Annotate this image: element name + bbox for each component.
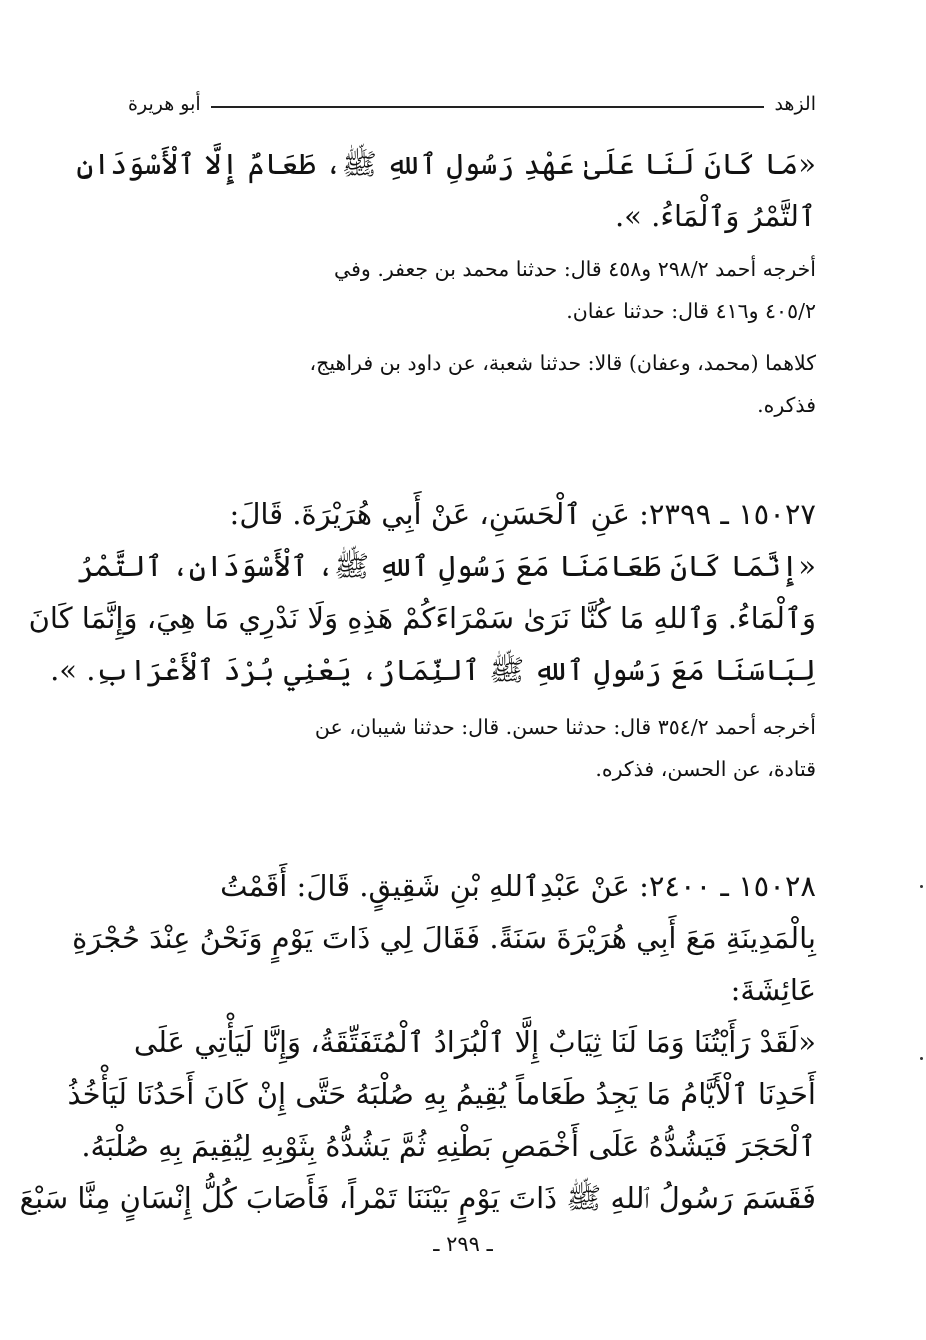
hadith-15028 xyxy=(19,860,816,1224)
margin-dot xyxy=(920,885,923,888)
text-line: أخرجه أحمد ٢٩٨/٢ و٤٥٨ قال: حدثنا محمد بن جعفر. وفي xyxy=(334,257,816,281)
text-line: أخرجه أحمد ٣٥٤/٢ قال: حدثنا حسن. قال: حدثنا شيبان، عن xyxy=(314,715,816,739)
hadith-15027 xyxy=(28,488,816,696)
margin-dot xyxy=(920,1057,923,1060)
takhrij-15027 xyxy=(126,706,816,790)
text-line: «مَا كَانَ لَنَا عَلَىٰ عَهْدِ رَسُولِ ٱللهِ ﷺ، طَعَامٌ إِلَّا ٱلْأَسْوَدَانِ xyxy=(76,147,816,181)
text-line: قتادة، عن الحسن، فذكره. xyxy=(595,757,816,781)
text-line: بِالْمَدِينَةِ مَعَ أَبِي هُرَيْرَةَ سَنَةً. فَقَالَ لِي ذَاتَ يَوْمٍ وَنَحْنُ عِنْدَ حُجْرَةِ xyxy=(72,921,816,955)
text-line: لِبَاسَنَا مَعَ رَسُولِ ٱللهِ ﷺ ٱلنِّمَارُ، يَعْنِي بُرْدَ ٱلْأَعْرَابِ. ». xyxy=(50,653,816,687)
text-line: عَائِشَةَ: xyxy=(730,973,816,1007)
text-line: «لَقَدْ رَأَيْتُنَا وَمَا لَنَا ثِيَابٌ إِلَّا ٱلْبُرَادُ ٱلْمُتَفَتِّقَةُ، وَإِنَّا لَيَأْتِي عَلَى xyxy=(133,1025,816,1059)
running-header xyxy=(128,86,816,122)
text-line: ٱلْحَجَرَ فَيَشُدُّهُ عَلَى أَخْمَصِ بَطْنِهِ ثُمَّ يَشُدُّهُ بِثَوْبِهِ لِيُقِيمَ بِهِ صُلْبَهُ. xyxy=(81,1129,816,1163)
text-line: ١٥٠٢٧ ـ ٢٣٩٩: عَنِ ٱلْحَسَنِ، عَنْ أَبِي هُرَيْرَةَ. قَالَ: xyxy=(229,497,816,531)
narrator-title: أبو هريرة xyxy=(128,93,201,115)
takhrij-1 xyxy=(126,248,816,332)
text-line: كلاهما (محمد، وعفان) قالا: حدثنا شعبة، عن داود بن فراهيج، xyxy=(309,351,816,375)
text-line: أَحَدِنَا ٱلْأَيَّامُ مَا يَجِدُ طَعَاماً يُقِيمُ بِهِ صُلْبَهُ حَتَّى إِنْ كَانَ أَحَدُنَا لَيَأْخُذُ xyxy=(67,1077,816,1111)
takhrij-2 xyxy=(126,342,816,426)
text-line: «إِنَّمَا كَانَ طَعَامَنَا مَعَ رَسُولِ ٱللهِ ﷺ، ٱلْأَسْوَدَانِ، ٱلتَّمْرُ xyxy=(77,549,816,583)
page-number: ـ ٢٩٩ ـ xyxy=(433,1232,493,1256)
header-rule xyxy=(211,106,765,108)
hadith-text-1 xyxy=(76,138,816,242)
chapter-title: الزهد xyxy=(774,93,816,115)
text-line: فَقَسَمَ رَسُولُ ٱللهِ ﷺ ذَاتَ يَوْمٍ بَيْنَنَا تَمْراً، فَأَصَابَ كُلُّ إِنْسَانٍ مِنَّا سَبْعَ xyxy=(19,1181,816,1215)
text-line: وَٱلْمَاءُ. وَٱللهِ مَا كُنَّا نَرَىٰ سَمْرَاءَكُمْ هَذِهِ وَلَا نَدْرِي مَا هِيَ، وَإِنَّمَا كَانَ xyxy=(28,601,816,635)
text-line: ٱلتَّمْرُ وَٱلْمَاءُ. ». xyxy=(614,199,816,233)
text-line: ١٥٠٢٨ ـ ٢٤٠٠: عَنْ عَبْدِٱللهِ بْنِ شَقِيقٍ. قَالَ: أَقَمْتُ xyxy=(220,869,816,903)
text-line: ٤٠٥/٢ و٤١٦ قال: حدثنا عفان. xyxy=(566,299,816,323)
text-line: فذكره. xyxy=(757,393,816,417)
